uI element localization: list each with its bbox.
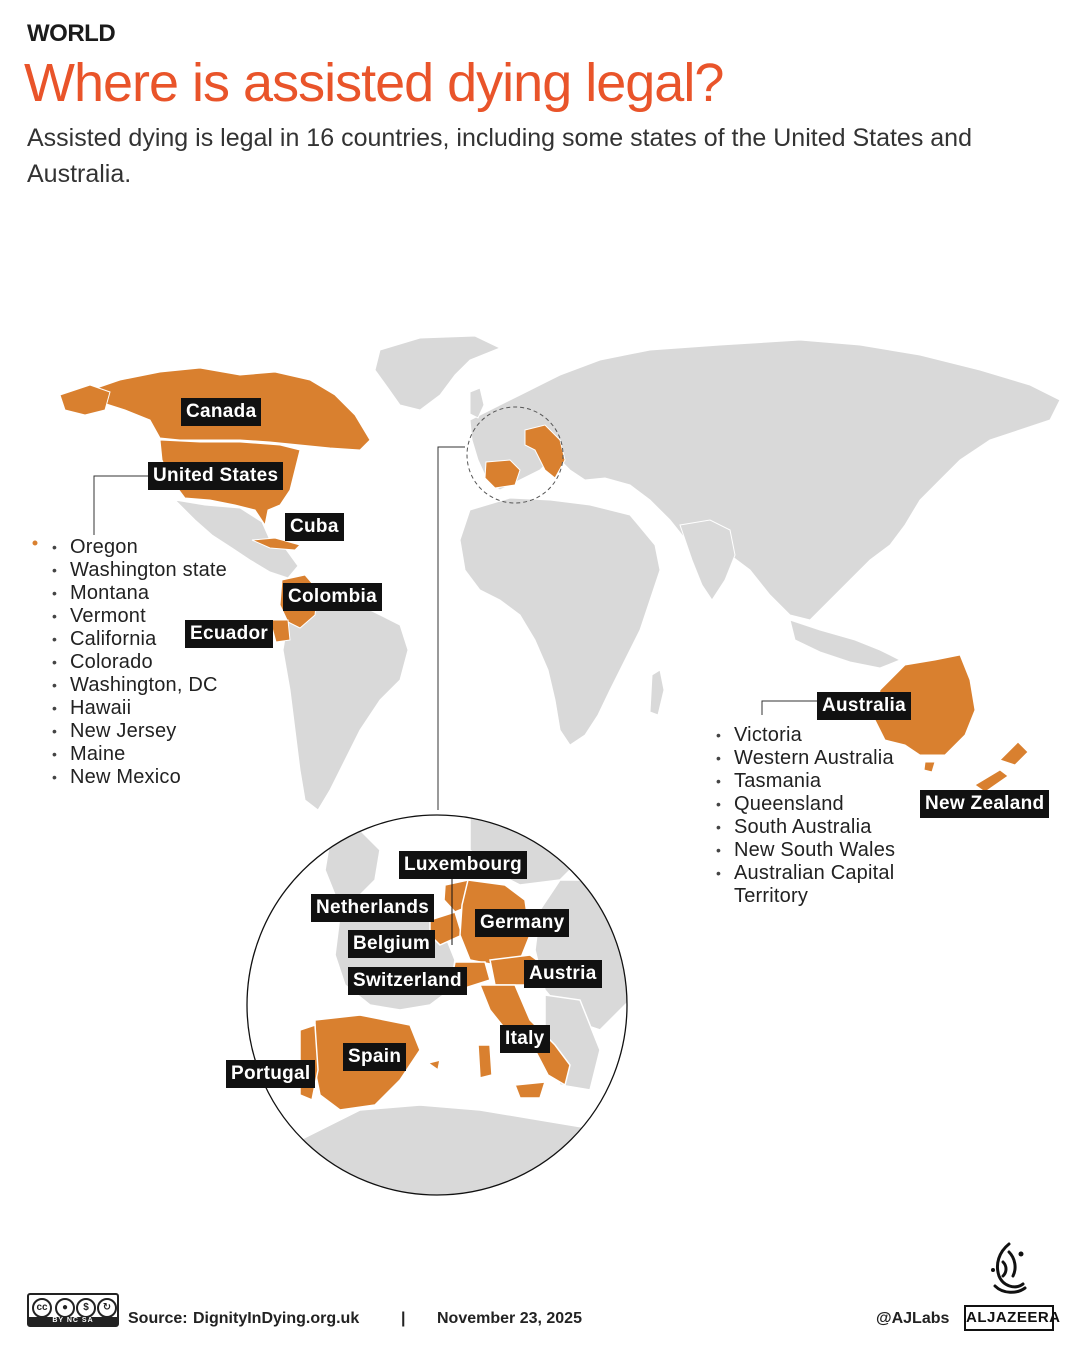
new-zealand-label: New Zealand xyxy=(920,790,1049,818)
aljazeera-brand: ALJAZEERA xyxy=(964,1305,1054,1331)
germany-label: Germany xyxy=(475,909,569,937)
us-state-item: • Colorado xyxy=(52,651,227,674)
australia-state-item: • Victoria xyxy=(716,724,895,747)
us-state-item: • Montana xyxy=(52,582,227,605)
austria-label: Austria xyxy=(524,960,602,988)
sa-icon: ↻ xyxy=(97,1298,117,1318)
ecuador-label: Ecuador xyxy=(185,620,273,648)
africa-shape xyxy=(460,498,660,745)
aljazeera-logo-icon xyxy=(985,1240,1033,1298)
se-asia-shape xyxy=(790,620,900,668)
footer-separator: | xyxy=(401,1310,406,1327)
australia-leader-line xyxy=(762,701,818,715)
new-zealand-shape xyxy=(1000,742,1028,765)
spain-mini-shape xyxy=(485,460,520,488)
inset-sicily-shape xyxy=(515,1082,545,1098)
source-label: Source: xyxy=(128,1310,188,1327)
united-states-label: United States xyxy=(148,462,283,490)
us-state-item: • New Mexico xyxy=(52,766,227,789)
hawaii-shape xyxy=(32,540,38,546)
india-shape xyxy=(680,520,735,600)
footer-date: November 23, 2025 xyxy=(437,1310,582,1327)
us-state-item: • New Jersey xyxy=(52,720,227,743)
us-state-item: • Hawaii xyxy=(52,697,227,720)
nc-icon: $ xyxy=(76,1298,96,1318)
cc-tags: BY NC SA xyxy=(29,1317,117,1325)
cc-icon: cc xyxy=(32,1298,52,1318)
netherlands-label: Netherlands xyxy=(311,894,434,922)
switzerland-label: Switzerland xyxy=(348,967,467,995)
source-text: DignityInDying.org.uk xyxy=(193,1310,360,1327)
canada-label: Canada xyxy=(181,398,261,426)
italy-label: Italy xyxy=(500,1025,550,1053)
australia-state-item: • Queensland xyxy=(716,793,895,816)
australia-state-item: Territory xyxy=(734,885,809,907)
creative-commons-badge xyxy=(27,1293,119,1327)
us-state-item: • Maine xyxy=(52,743,227,766)
us-states-list xyxy=(52,536,227,789)
australia-label: Australia xyxy=(817,692,911,720)
cuba-label: Cuba xyxy=(285,513,344,541)
us-leader-line xyxy=(94,476,150,535)
madagascar-shape xyxy=(650,670,664,715)
australia-state-item: • Australian Capital xyxy=(716,862,895,885)
alaska-shape xyxy=(60,385,110,415)
tasmania-shape xyxy=(924,762,935,772)
us-state-item: • Washington, DC xyxy=(52,674,227,697)
inset-connector-line xyxy=(438,447,465,810)
australia-state-item: • Tasmania xyxy=(716,770,895,793)
spain-label: Spain xyxy=(343,1043,406,1071)
us-state-item: • Oregon xyxy=(52,536,227,559)
australia-state-item: • New South Wales xyxy=(716,839,895,862)
by-icon: ● xyxy=(55,1298,75,1318)
belgium-label: Belgium xyxy=(348,930,435,958)
australia-state-item: • South Australia xyxy=(716,816,895,839)
page-title: Where is assisted dying legal? xyxy=(24,53,724,113)
page-subtitle: Assisted dying is legal in 16 countries, including some states of the United States and Australia. xyxy=(27,124,972,188)
portugal-label: Portugal xyxy=(226,1060,315,1088)
australia-state-item: • Western Australia xyxy=(716,747,895,770)
us-state-item: • Vermont xyxy=(52,605,227,628)
section-label: WORLD xyxy=(27,20,116,47)
colombia-label: Colombia xyxy=(283,583,382,611)
new-zealand-south-shape xyxy=(975,770,1008,792)
us-state-item: • Washington state xyxy=(52,559,227,582)
inset-sardinia-shape xyxy=(478,1045,492,1078)
australia-states-list xyxy=(716,724,895,908)
ajlabs-handle: @AJLabs xyxy=(876,1310,950,1327)
luxembourg-label: Luxembourg xyxy=(399,851,527,879)
us-state-item: • California xyxy=(52,628,227,651)
